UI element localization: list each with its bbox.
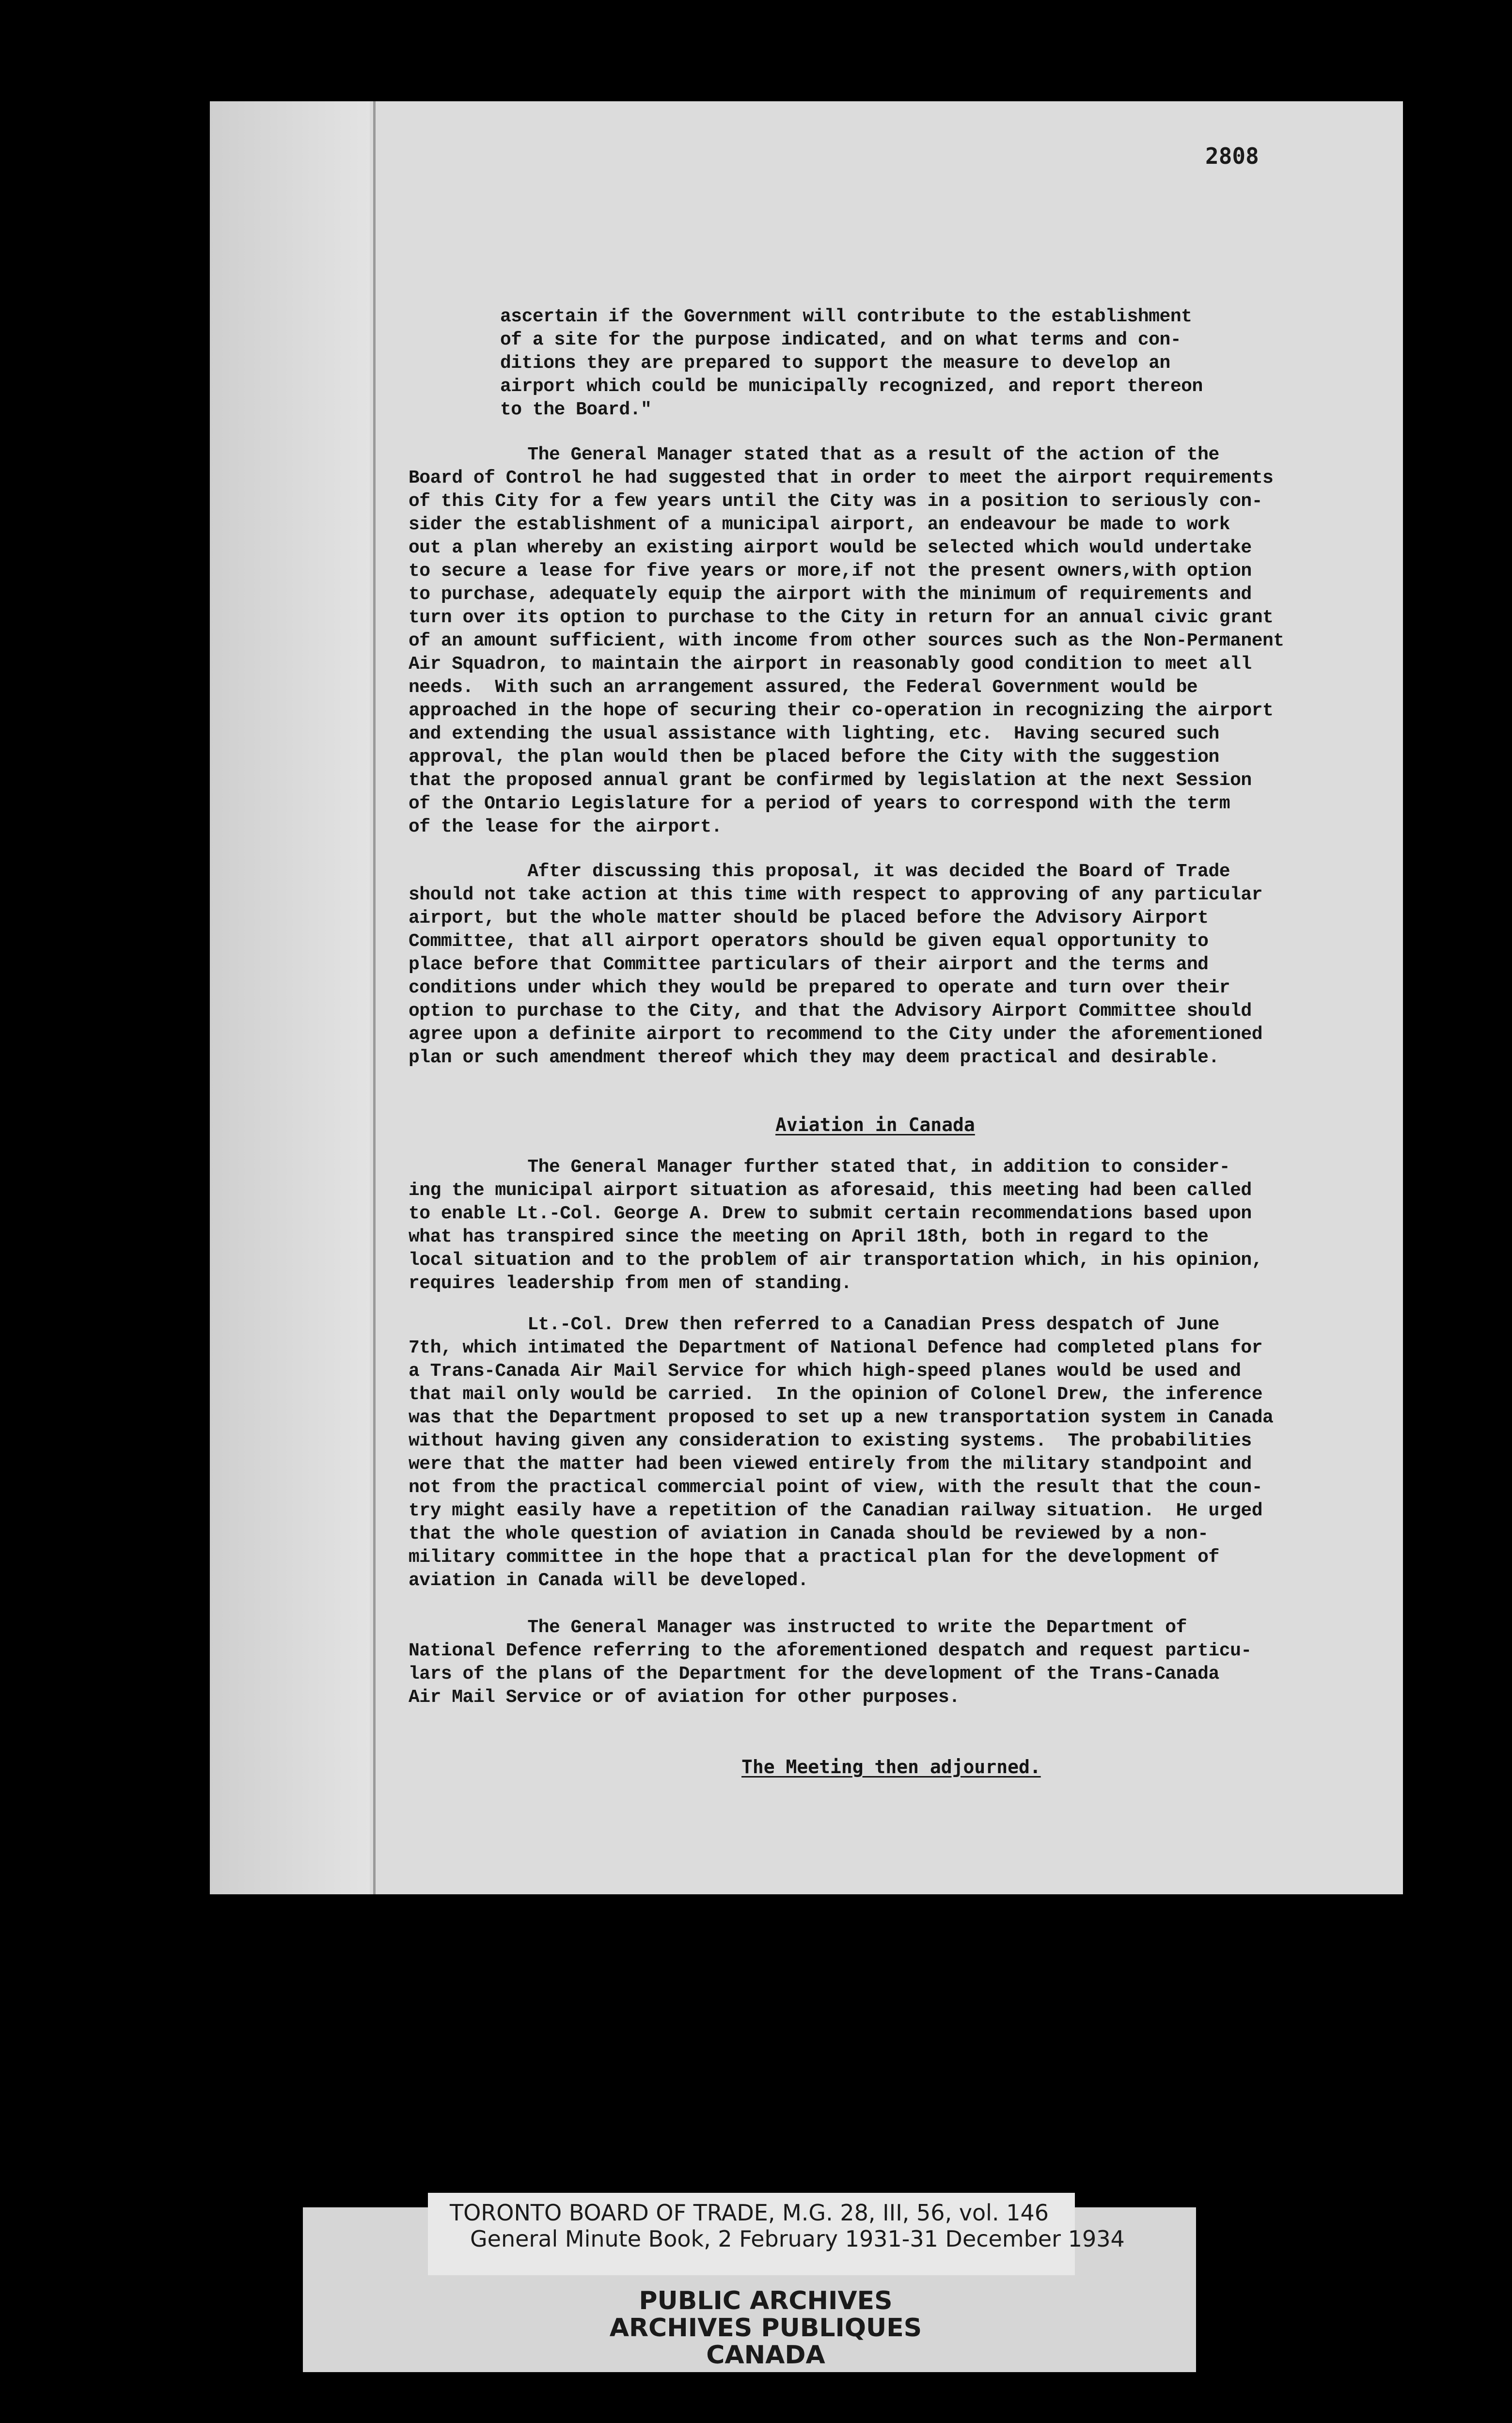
archive-stamp-line-3: CANADA	[706, 2341, 825, 2370]
archive-label-line-1: TORONTO BOARD OF TRADE, M.G. 28, III, 56, vol. 146	[450, 2200, 1049, 2226]
paragraph-2: The General Manager stated that as a result of the action of the Board of Control he had suggested that in order to meet the airport requirements of this City for a few years until the City was in a position to seriously con- sider the establishment of a municipal airport, an endeavour be made to work out a plan whereby an existing airport would be selected which would undertake to secure a lease for five years or more,if not the present owners,with option to purchase, adequately equip the airport with the minimum of requirements and turn over its option to purchase to the City in return for an annual civic grant of an amount sufficient, with income from other sources such as the Non-Permanent Air Squadron, to maintain the airport in reasonably good condition to meet all needs. With such an arrangement assured, the Federal Government would be approached in the hope of securing their co-operation in recognizing the airport and extending the usual assistance with lighting, etc. Having secured such approval, the plan would then be placed before the City with the suggestion that the proposed annual grant be confirmed by legislation at the next Session of the Ontario Legislature for a period of years to correspond with the term of the lease for the airport.	[409, 444, 1284, 837]
archive-label-line-2: General Minute Book, 2 February 1931-31 December 1934	[470, 2226, 1125, 2252]
paragraph-4: The General Manager further stated that, in addition to consider- ing the municipal airport situation as aforesaid, this meeting had been called to enable Lt.-Col. George A. Drew to submit certain recommendations based upon what has transpired since the meeting on April 18th, both in regard to the local situation and to the problem of air transportation which, in his opinion, requires leadership from men of standing.	[409, 1157, 1262, 1294]
punch-hole-top	[128, 557, 185, 614]
paragraph-3: After discussing this proposal, it was decided the Board of Trade should not take action at this time with respect to approving of any particular airport, but the whole matter should be placed before the Advisory Airport Committee, that all airport operators should be given equal opportunity to place before that Committee particulars of their airport and the terms and conditions under which they would be prepared to operate and turn over their option to purchase to the City, and that the Advisory Airport Committee should agree upon a definite airport to recommend to the City under the aforementioned plan or such amendment thereof which they may deem practical and desirable.	[409, 861, 1262, 1068]
section-heading-aviation: Aviation in Canada	[775, 1114, 975, 1135]
page-number: 2808	[1205, 143, 1259, 169]
page-shadow	[210, 101, 370, 1894]
paragraph-1: ascertain if the Government will contribute to the establishment of a site for the purpose indicated, and on what terms and con- ditions they are prepared to support the measure to develop an airport which could be municipally recognized, and report thereon to the Board."	[500, 306, 1203, 420]
closing-line: The Meeting then adjourned.	[741, 1756, 1041, 1778]
archive-stamp-line-2: ARCHIVES PUBLIQUES	[609, 2313, 922, 2343]
paragraph-6: The General Manager was instructed to write the Department of National Defence referring to the aforementioned despatch and request particu- lars of the plans of the Department for the development of the Trans-Canada Air Mail Service or of aviation for other purposes.	[409, 1617, 1252, 1708]
margin-rule	[373, 101, 376, 1894]
paragraph-5: Lt.-Col. Drew then referred to a Canadian Press despatch of June 7th, which intimated the Department of National Defence had completed plans for a Trans-Canada Air Mail Service for which high-speed planes would be used and that mail only would be carried. In the opinion of Colonel Drew, the inference was that the Department proposed to set up a new transportation system in Canada without having given any consideration to existing systems. The probabilities were that the matter had been viewed entirely from the military standpoint and not from the practical commercial point of view, with the result that the coun- try might easily have a repetition of the Canadian railway situation. He urged that the whole question of aviation in Canada should be reviewed by a non- military committee in the hope that a practical plan for the development of aviation in Canada will be developed.	[409, 1314, 1274, 1591]
punch-hole-bottom	[128, 1510, 186, 1567]
archive-stamp-line-1: PUBLIC ARCHIVES	[639, 2286, 893, 2315]
